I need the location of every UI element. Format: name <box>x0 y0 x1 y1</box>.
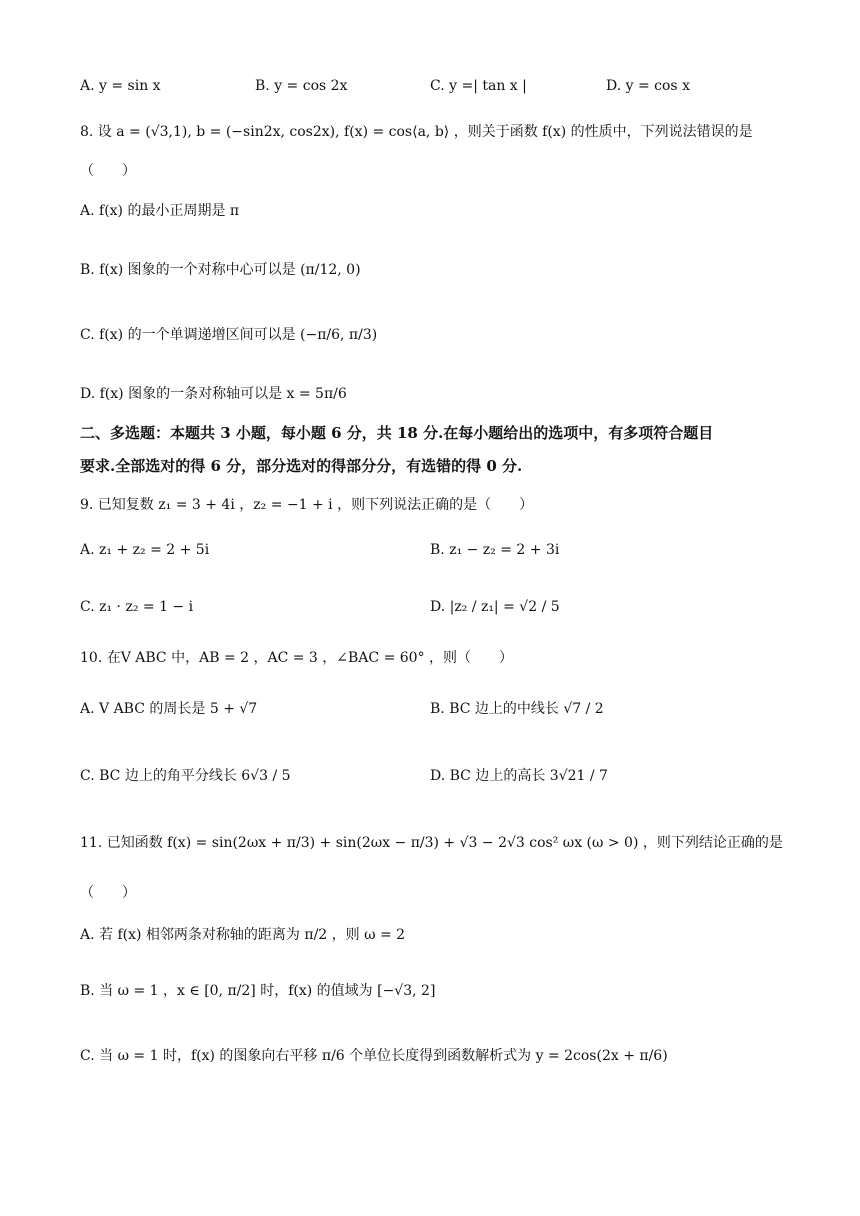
q8-stem: 8. 设 a = (√3,1), b = (−sin2x, cos2x), f(x) = cos⟨a, b⟩ ，则关于函数 f(x) 的性质中，下列说法错误的是 <box>80 124 753 140</box>
q8-option-a: A. f(x) 的最小正周期是 π <box>80 203 240 219</box>
q9-option-a: A. z₁ + z₂ = 2 + 5i <box>80 542 210 558</box>
q7-option-c: C. y =| tan x | <box>430 78 527 94</box>
q11-option-b: B. 当 ω = 1 ，x ∈ [0, π/2] 时，f(x) 的值域为 [−√3, 2] <box>80 983 436 999</box>
q7-option-a: A. y = sin x <box>80 78 161 94</box>
q11-option-a: A. 若 f(x) 相邻两条对称轴的距离为 π/2 ，则 ω = 2 <box>80 927 406 943</box>
q10-option-b: B. BC 边上的中线长 √7 / 2 <box>430 701 604 717</box>
q9-option-c: C. z₁ · z₂ = 1 − i <box>80 599 194 615</box>
q7-option-b: B. y = cos 2x <box>255 78 348 94</box>
q10-option-d: D. BC 边上的高长 3√21 / 7 <box>430 768 608 784</box>
q7-option-d: D. y = cos x <box>606 78 690 94</box>
q10-option-a: A. V ABC 的周长是 5 + √7 <box>80 701 258 717</box>
section2-title-line2: 要求.全部选对的得 6 分，部分选对的得部分分，有选错的得 0 分. <box>80 457 523 475</box>
q11-option-c: C. 当 ω = 1 时，f(x) 的图象向右平移 π/6 个单位长度得到函数解析式为 y = 2cos(2x + π/6) <box>80 1048 668 1064</box>
q11-paren: （ ） <box>80 885 136 901</box>
section2-title-line1: 二、多选题：本题共 3 小题，每小题 6 分，共 18 分.在每小题给出的选项中，有多项符合题目 <box>80 424 714 442</box>
q11-stem: 11. 已知函数 f(x) = sin(2ωx + π/3) + sin(2ωx − π/3) + √3 − 2√3 cos² ωx (ω > 0) ，则下列结论正确的是 <box>80 835 783 851</box>
q8-paren: （ ） <box>80 163 136 179</box>
q9-stem: 9. 已知复数 z₁ = 3 + 4i ，z₂ = −1 + i ，则下列说法正确的是（ ） <box>80 497 534 513</box>
q9-option-b: B. z₁ − z₂ = 2 + 3i <box>430 542 560 558</box>
q8-option-c: C. f(x) 的一个单调递增区间可以是 (−π/6, π/3) <box>80 327 378 343</box>
q10-option-c: C. BC 边上的角平分线长 6√3 / 5 <box>80 768 291 784</box>
q8-option-b: B. f(x) 图象的一个对称中心可以是 (π/12, 0) <box>80 262 361 278</box>
q8-option-d: D. f(x) 图象的一条对称轴可以是 x = 5π/6 <box>80 386 347 402</box>
q10-stem: 10. 在V ABC 中，AB = 2 ，AC = 3 ，∠BAC = 60° ，则（ ） <box>80 650 514 666</box>
q9-option-d: D. |z₂ / z₁| = √2 / 5 <box>430 599 560 615</box>
